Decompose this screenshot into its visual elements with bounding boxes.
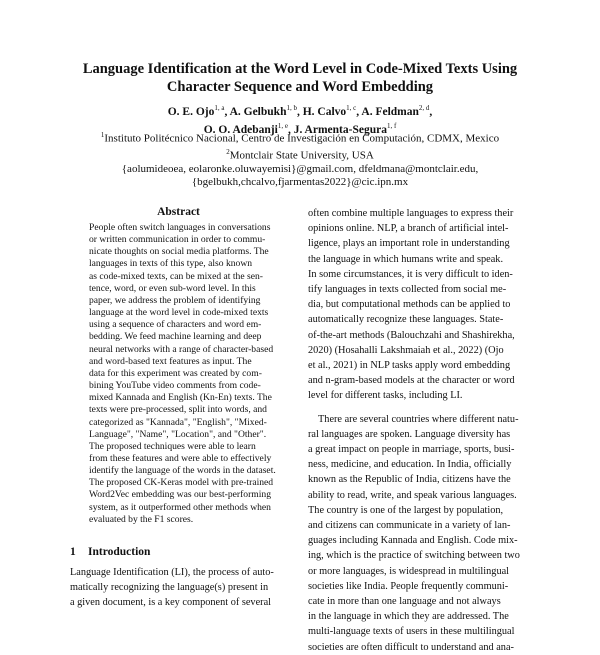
affiliation-line [60, 129, 540, 146]
author-line-1: O. E. Ojo$^{1, a}$, A. Gelbukh$^{1, b}$, H. Calvo$^{1, c}$, A. Feldman$^{2, d}$, [167, 104, 433, 118]
text-line: and citizens can communicate in a variety of lan- [308, 520, 511, 532]
text-line: societies like India. People frequently communi- [308, 580, 509, 592]
text-line: guages including Kannada and English. Code mix- [308, 535, 518, 547]
affiliation-line [60, 146, 540, 163]
text-line: tence, word, or even sub-word level. In this [89, 282, 256, 294]
text-line: nicate thoughts on social media platforms. The [89, 246, 269, 258]
text-line: The proposed techniques were able to learn [89, 440, 256, 452]
affiliation-text: Montclair State University, USA [229, 149, 374, 162]
text-line: or more languages, is widespread in multilingual [308, 565, 510, 577]
text-line: language at the word level in code-mixed texts [89, 307, 269, 319]
email-line: {bgelbukh,chcalvo,fjarmentas2022}@cic.ipn.mx [191, 175, 409, 188]
text-line: multi-language texts of users in these multilingual [308, 626, 515, 638]
author-sup: 2, d [418, 104, 430, 112]
title-line: Character Sequence and Word Embedding [166, 79, 434, 95]
text-line: system, as it outperformed other methods when [89, 501, 271, 513]
text-line: texts were pre-processed, split into words, and [89, 404, 267, 416]
author-sup: 1, b [286, 104, 297, 112]
text-line: in the language in which they are addressed. The [308, 611, 509, 623]
text-line: mixed Kannada and English (Kn-En) texts. The [89, 392, 272, 404]
text-line: bining YouTube video comments from code- [89, 380, 261, 392]
text-line: the language in which humans write and speak. [308, 253, 504, 265]
text-line: as code-mixed texts, can be mixed at the sen- [89, 270, 263, 282]
author-sup: 1, f [386, 121, 397, 130]
affiliation-sup: 1 [100, 131, 105, 139]
text-line: bedding. We feed machine learning and deep [89, 331, 262, 343]
section-title: Introduction [88, 546, 151, 558]
text-line: cate in more than one language and not always [308, 596, 501, 608]
author-name: H. Calvo [302, 105, 347, 118]
text-line: People often switch languages in conversations [89, 222, 271, 233]
text-line: and n-gram-based models at the character or word [308, 375, 515, 387]
text-line: automatically recognize these languages. State- [308, 314, 504, 326]
text-line: tify languages in texts collected from social me- [308, 284, 507, 296]
text-line: data for this experiment was created by com- [89, 367, 262, 379]
text-line: ability to read, write, and speak various languages. [308, 489, 517, 501]
author-name: A. Feldman [361, 105, 419, 118]
text-line: et al., 2021) in NLP tasks apply word embedding [308, 360, 511, 372]
text-line: of-the-art methods (Balouchzahi and Shashirekha, [308, 329, 515, 341]
right-column-text [308, 206, 530, 655]
affiliation-text: Instituto Politécnico Nacional, Centro de Investigación en Computación, CDMX, Mexico [104, 132, 500, 145]
text-line: The country is one of the largest by population, [308, 504, 504, 516]
text-line: or written communication in order to commu- [89, 234, 266, 246]
text-line: ral languages are spoken. Language diversity has [308, 428, 511, 440]
email-line: {aolumideoea, eolaronke.oluwayemisi}@gmail.com, dfeldmana@montclair.edu, [121, 162, 479, 175]
text-line: The proposed CK-Keras model with pre-trained [89, 477, 274, 489]
paragraph [308, 206, 530, 404]
affiliations [60, 129, 540, 189]
author-name: O. O. Adebanji [203, 123, 278, 136]
text-line: dia, but computational methods can be applied to [308, 299, 511, 311]
text-line: Language Identification (LI), the process of auto- [70, 567, 274, 578]
text-line: societies are often difficult to understand and ana- [308, 641, 514, 653]
text-line: ing, which is the practice of switching between two [308, 550, 520, 562]
affiliation-sup: 2 [226, 147, 230, 156]
abstract-body [89, 222, 279, 526]
text-line: categorized as "Kannada", "English", "Mixed- [89, 416, 267, 428]
text-line: neural networks with a range of character-based [89, 343, 274, 355]
paper-title [60, 60, 540, 96]
text-line: ness, medicine, and education. In India, officially [308, 459, 512, 471]
text-line: a given document, is a key component of several [70, 597, 272, 608]
title-line: Language Identification at the Word Level in Code-Mixed Texts Using [82, 61, 518, 77]
text-line: 2020) (Hosahalli Lakshmaiah et al., 2022) (Ojo [308, 344, 504, 356]
text-line: Language", "Name", "Location", and "Other". [89, 428, 267, 440]
text-line: Word2Vec embedding was our best-performing [89, 489, 271, 501]
text-line: using a sequence of characters and word em- [89, 319, 262, 331]
text-line: from these features and were able to effectively [89, 452, 272, 464]
text-line: In some circumstances, it is very difficult to iden- [308, 268, 513, 280]
text-line: ligence, plays an important role in understanding [308, 238, 510, 250]
introduction-text [70, 565, 287, 610]
section-heading [70, 546, 287, 558]
text-line: languages in texts of this type, also known [89, 258, 253, 270]
author-name: A. Gelbukh [229, 105, 287, 118]
author-name: J. Armenta-Segura [293, 123, 387, 136]
author-name: O. E. Ojo [167, 105, 215, 118]
text-line: evaluated by the F1 scores. [89, 513, 194, 525]
text-line: and word-based text features as input. The [89, 355, 252, 367]
text-line: There are several countries where different natu- [318, 413, 519, 425]
author-sup: 1, e [277, 121, 288, 130]
abstract-heading: Abstract [157, 206, 200, 218]
text-line: a great impact on people in marriage, sports, busi- [308, 444, 515, 456]
text-line: matically recognizing the language(s) present in [70, 582, 269, 593]
text-line: identify the language of the words in the dataset. [89, 465, 276, 477]
section-number: 1 [70, 546, 76, 558]
text-line: known as the Republic of India, citizens have the [308, 474, 511, 486]
paragraph [308, 412, 530, 655]
author-sup: 1, a [214, 104, 225, 112]
text-line: level for different tasks, including LI. [308, 390, 463, 402]
author-sup: 1, c [346, 104, 357, 112]
text-line: opinions online. NLP, a branch of artificial intel- [308, 223, 509, 235]
text-line: paper, we address the problem of identifying [89, 294, 261, 306]
text-line: often combine multiple languages to express their [308, 208, 514, 219]
author-line-2: O. O. Adebanji$^{1, e}$, J. Armenta-Segura$^{1, f}$ [203, 121, 397, 136]
